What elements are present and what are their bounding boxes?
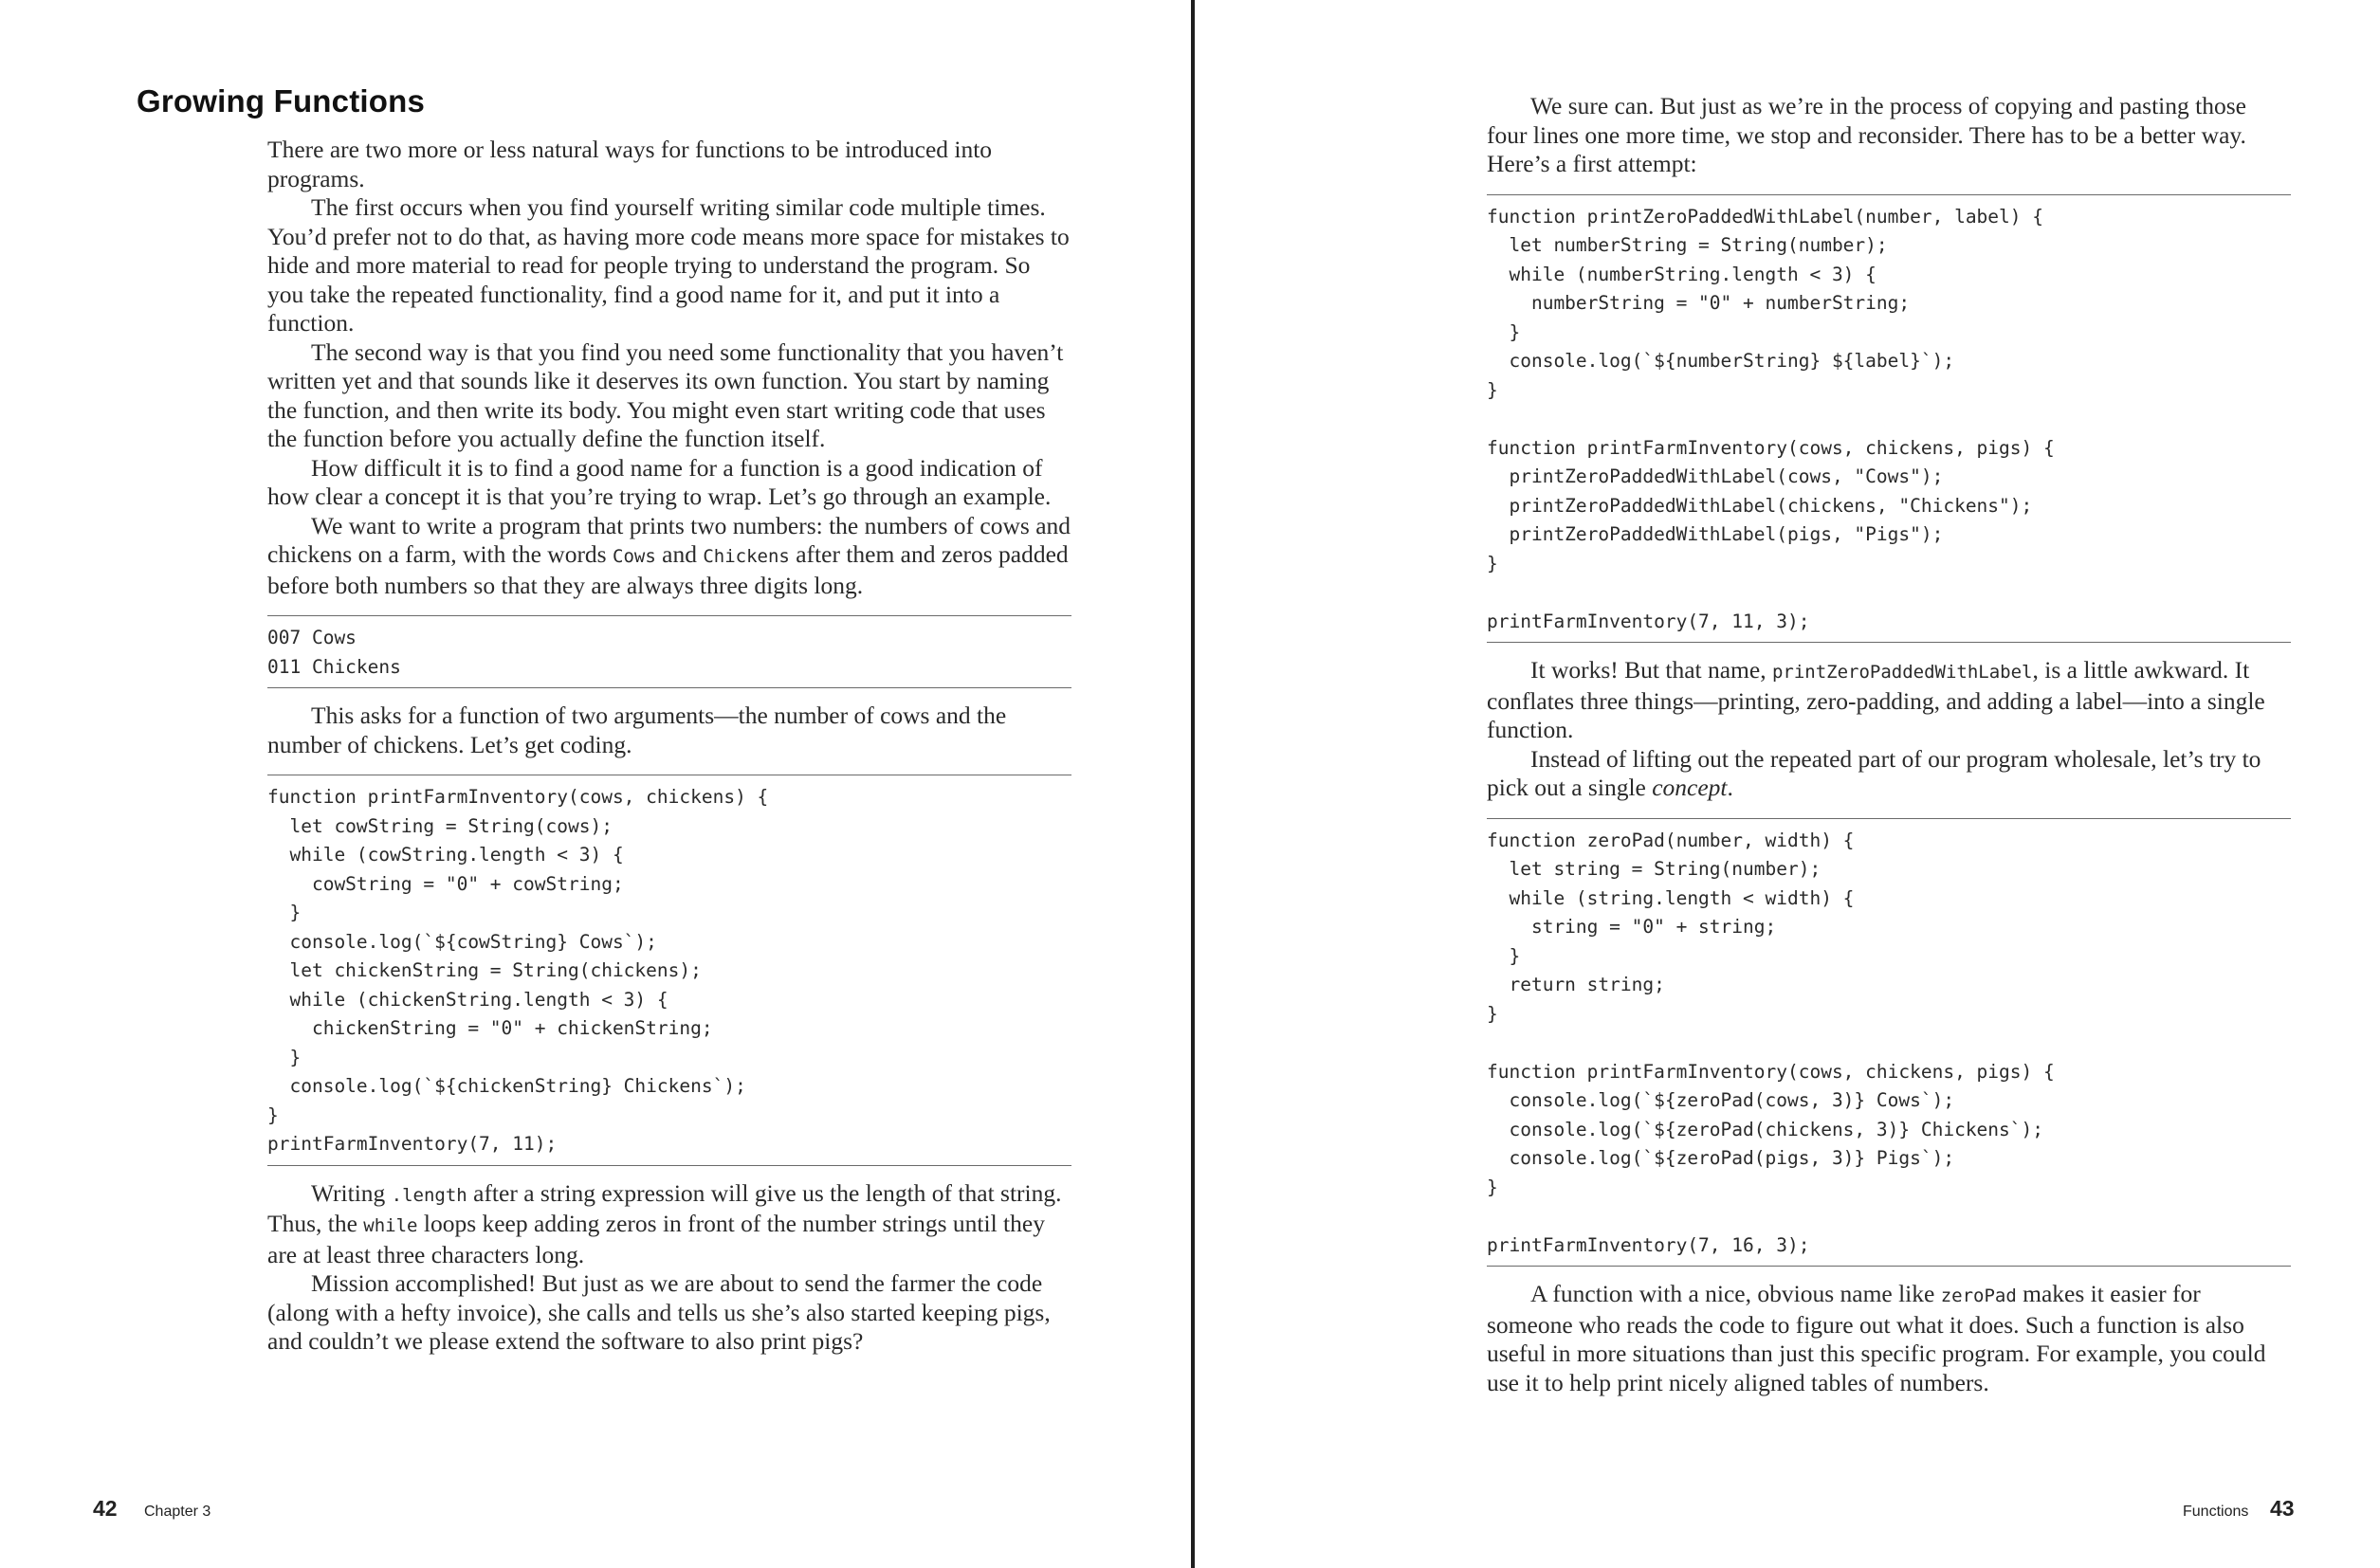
- text-run: We want to write a program that prints two numbers: the numbers of cows and chickens on a farm, with the words: [267, 511, 1071, 568]
- chapter-label: Chapter 3: [144, 1504, 211, 1520]
- code-block: [1487, 194, 2291, 644]
- inline-code: Cows: [613, 546, 656, 567]
- inline-code: while: [363, 1215, 418, 1236]
- text-run: after them and zeros padded before both numbers so that they are always three digits long.: [267, 540, 1069, 599]
- text-run: Instead of lifting out the repeated part of our program wholesale, let’s try to pick out a single: [1487, 744, 2261, 801]
- running-footer: [144, 1504, 211, 1521]
- code-listing: function printZeroPaddedWithLabel(number, label) { let numberString = String(number); while (numberString.length < 3) { numberString = "0" + numberString; } console.log(`${numberString} ${label}`); } function printFarmInventory(cows, chickens, pigs) { printZeroPaddedWithLabel(cows, "Cows"); printZeroPaddedWithLabel(chickens, "Chickens"); printZeroPaddedWithLabel(pigs, "Pigs"); } printFarmInventory(7, 11, 3);: [1487, 205, 2055, 632]
- left-text-column: [267, 136, 1071, 1357]
- text-run: after a string expression will give us the length of that string. Thus, the: [267, 1178, 1062, 1237]
- inline-code: printZeroPaddedWithLabel: [1771, 662, 2033, 683]
- output-block: [267, 615, 1071, 688]
- page-number-text: 43: [2270, 1496, 2295, 1521]
- paragraph: [267, 512, 1071, 601]
- right-page: [1197, 0, 2380, 1568]
- page-gutter-divider: [1191, 0, 1195, 1568]
- text-run: loops keep adding zeros in front of the number strings until they are at least three characters long.: [267, 1210, 1045, 1268]
- code-block: [1487, 818, 2291, 1267]
- paragraph: Mission accomplished! But just as we are about to send the farmer the code (along with a hefty invoice), she calls and tells us she’s also started keeping pigs, and couldn’t we please extend the software to also print pigs?: [267, 1269, 1051, 1355]
- paragraph: The second way is that you find you need some functionality that you haven’t written yet and that sounds like it deserves its own function. You start by naming the function, and then write its body. You might even start writing code that uses the function before you actually define the function itself.: [267, 337, 1064, 452]
- text-run: Writing: [311, 1178, 392, 1207]
- code-listing: function printFarmInventory(cows, chickens) { let cowString = String(cows); while (cowString.length < 3) { cowString = "0" + cowString; } console.log(`${cowString} Cows`); let chickenString = String(chickens); while (chickenString.length < 3) { chickenString = "0" + chickenString; } console.log(`${chickenString} Chickens`); } printFarmInventory(7, 11);: [267, 786, 769, 1155]
- inline-code: zeroPad: [1940, 1285, 2017, 1306]
- output-text: 007 Cows 011 Chickens: [267, 627, 401, 678]
- running-footer: [2183, 1504, 2248, 1521]
- paragraph: There are two more or less natural ways for functions to be introduced into programs.: [267, 136, 993, 192]
- paragraph: How difficult it is to find a good name for a function is a good indication of how clear a concept it is that you’re trying to wrap. Let’s go through an example.: [267, 453, 1052, 510]
- paragraph: [267, 1179, 1071, 1270]
- code-block: [267, 775, 1071, 1166]
- text-run: , is a little awkward. It conflates three things—printing, zero-padding, and adding a label—into a single function.: [1487, 656, 2265, 743]
- paragraph: The first occurs when you find yourself writing similar code multiple times. You’d prefer not to do that, as having more code means more space for mistakes to hide and more material to read for people trying to understand the program. So you take the repeated functionality, find a good name for it, and put it into a function.: [267, 193, 1070, 337]
- code-listing: function zeroPad(number, width) { let string = String(number); while (string.length < width) { string = "0" + string; } return string; } function printFarmInventory(cows, chickens, pigs) { console.log(`${zeroPad(cows, 3)} Cows`); console.log(`${zeroPad(chickens, 3)} Chickens`); console.log(`${zeroPad(pigs, 3)} Pigs`); } printFarmInventory(7, 16, 3);: [1487, 829, 2055, 1256]
- paragraph: This asks for a function of two arguments—the number of cows and the number of chickens. Let’s get coding.: [267, 702, 1007, 758]
- paragraph: [1487, 745, 2291, 803]
- text-run: A function with a nice, obvious name like: [1530, 1280, 1941, 1307]
- text-run: makes it easier for someone who reads the code to figure out what it does. Such a function is also useful in more situations than just this specific program. For example, you could use it to help print nicely aligned tables of numbers.: [1487, 1280, 2266, 1396]
- paragraph: [1487, 656, 2291, 745]
- page-number: [2270, 1496, 2295, 1522]
- right-text-column: [1487, 92, 2291, 1397]
- inline-code: Chickens: [703, 546, 790, 567]
- chapter-label: Functions: [2183, 1504, 2249, 1520]
- section-heading: Growing Functions: [137, 83, 426, 119]
- inline-code: .length: [391, 1184, 467, 1206]
- page-number: [93, 1496, 118, 1522]
- paragraph: We sure can. But just as we’re in the process of copying and pasting those four lines one more time, we stop and reconsider. There has to be a better way. Here’s a first attempt:: [1487, 92, 2246, 177]
- emphasis: concept: [1652, 774, 1728, 801]
- paragraph: [1487, 1280, 2291, 1397]
- text-run: and: [655, 540, 704, 568]
- text-run: .: [1727, 774, 1733, 801]
- page-number-text: 42: [93, 1496, 118, 1521]
- text-run: It works! But that name,: [1530, 656, 1772, 684]
